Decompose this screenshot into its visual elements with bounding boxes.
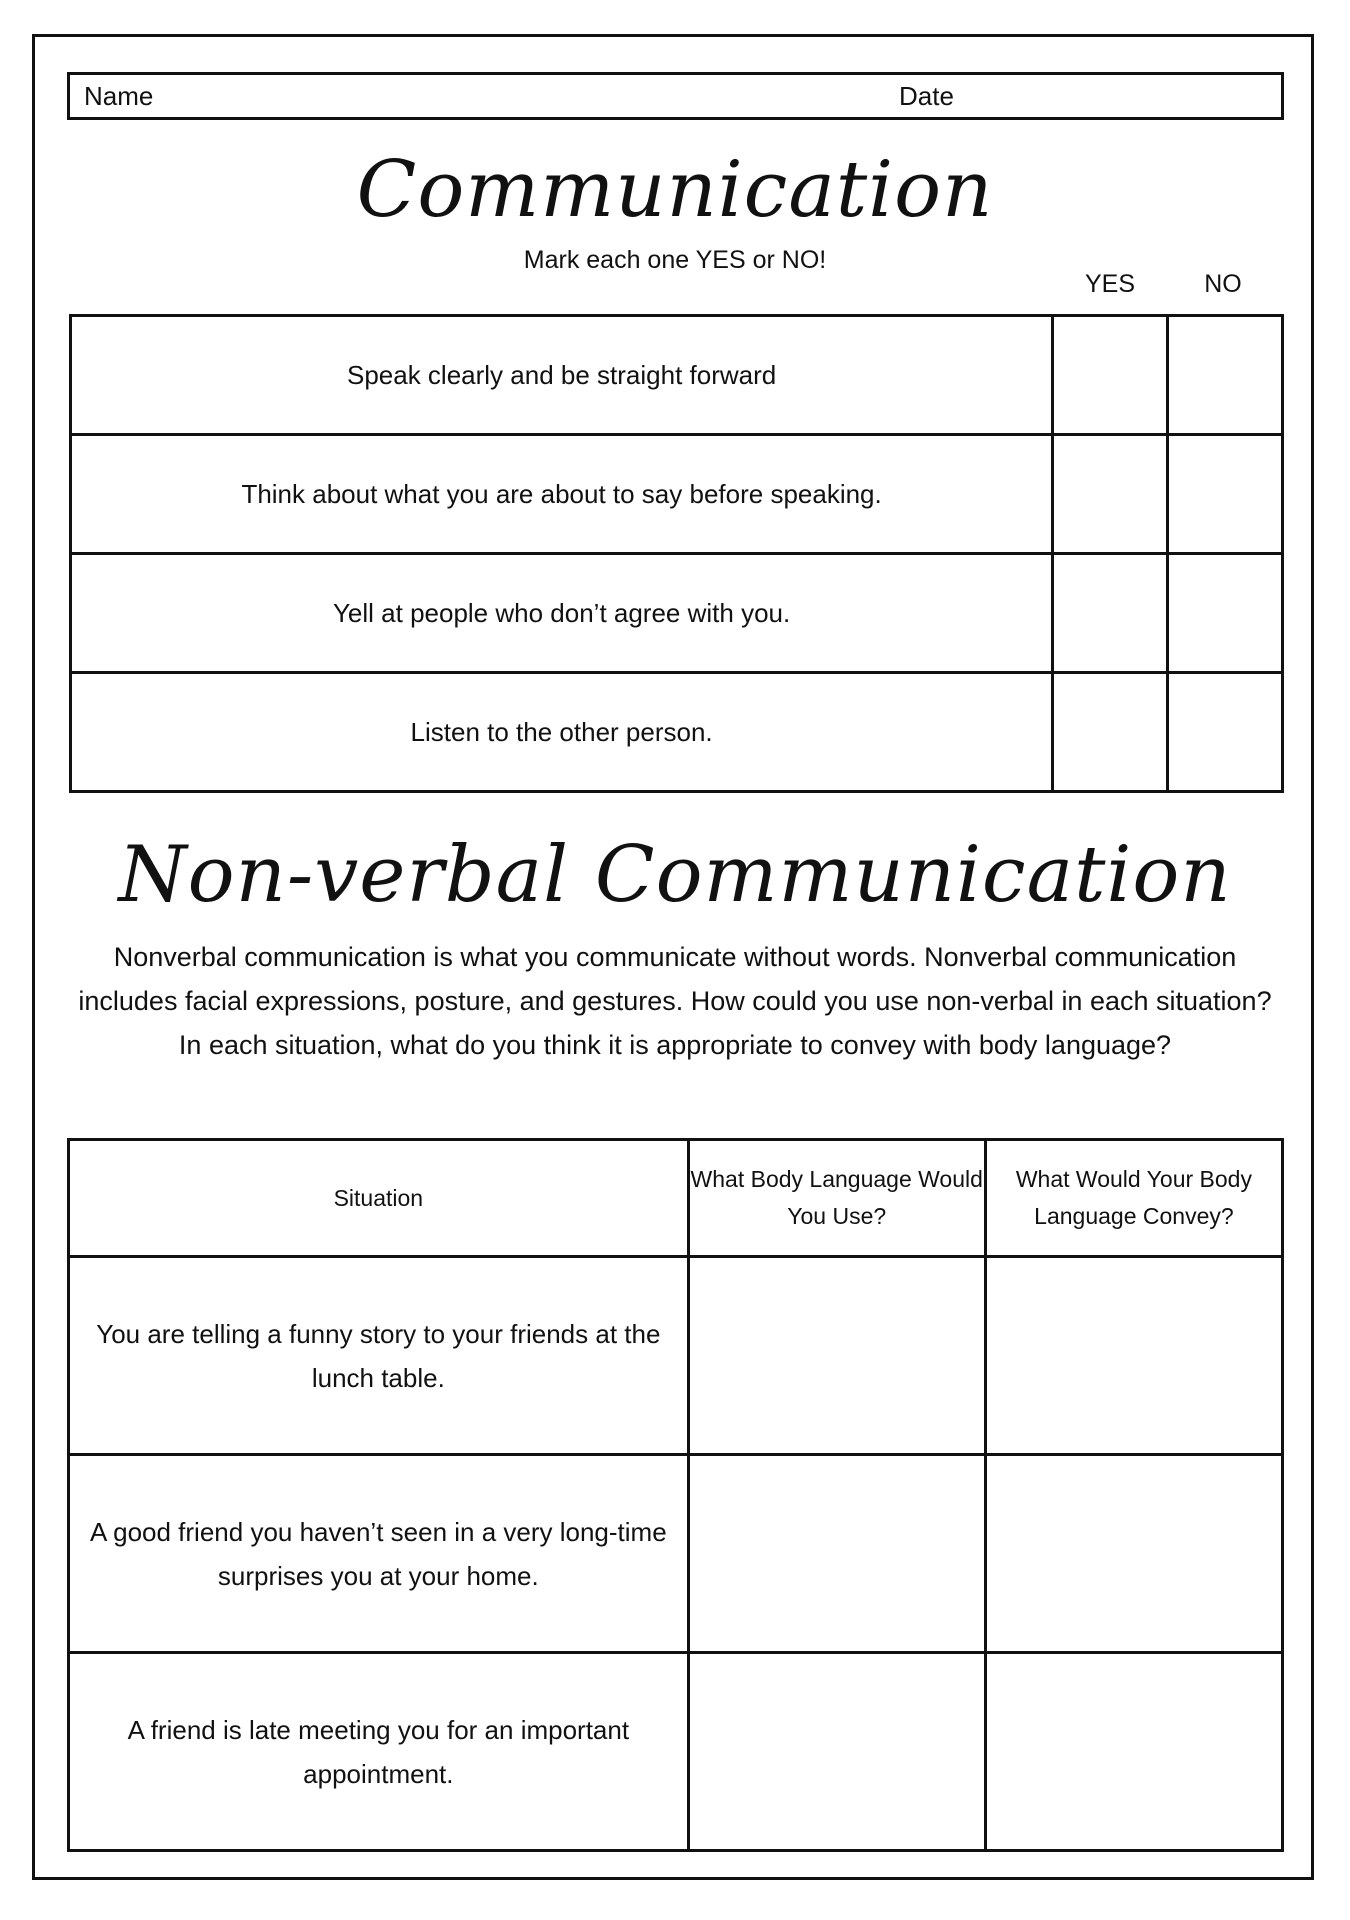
table-header-row (69, 1140, 1283, 1257)
yes-checkbox[interactable] (1053, 435, 1168, 554)
table-row (71, 554, 1283, 673)
table-row (69, 1455, 1283, 1653)
date-label: Date (899, 81, 954, 111)
yes-no-table (69, 314, 1284, 793)
situation-cell: You are telling a funny story to your friends at the lunch table. (69, 1257, 689, 1455)
statement-cell: Listen to the other person. (71, 673, 1053, 792)
situation-table (67, 1138, 1284, 1852)
convey-header: What Would Your Body Language Convey? (985, 1140, 1282, 1257)
body-language-answer[interactable] (688, 1257, 985, 1455)
yes-checkbox[interactable] (1053, 673, 1168, 792)
statement-cell: Yell at people who don’t agree with you. (71, 554, 1053, 673)
table-row (71, 435, 1283, 554)
section1-instruction: Mark each one YES or NO! (523, 246, 827, 274)
yes-checkbox[interactable] (1053, 554, 1168, 673)
convey-answer[interactable] (985, 1653, 1282, 1851)
table-row (69, 1257, 1283, 1455)
no-checkbox[interactable] (1168, 316, 1283, 435)
yes-column-header: YES (1084, 270, 1136, 298)
no-checkbox[interactable] (1168, 554, 1283, 673)
section2-paragraph: Nonverbal communication is what you communicate without words. Nonverbal communication includes facial expressions, posture, and gestures. How could you use non-verbal in each situation? In each situation, what do you think it is appropriate to convey with body language? (78, 942, 1272, 1060)
table-row (69, 1653, 1283, 1851)
situation-cell: A friend is late meeting you for an important appointment. (69, 1653, 689, 1851)
body-language-answer[interactable] (688, 1653, 985, 1851)
body-language-header: What Body Language Would You Use? (688, 1140, 985, 1257)
no-checkbox[interactable] (1168, 673, 1283, 792)
section2-title: Non-verbal Communication (118, 830, 1232, 920)
name-label: Name (84, 81, 154, 111)
convey-answer[interactable] (985, 1455, 1282, 1653)
statement-cell: Think about what you are about to say before speaking. (71, 435, 1053, 554)
body-language-answer[interactable] (688, 1455, 985, 1653)
situation-header: Situation (69, 1140, 689, 1257)
statement-cell: Speak clearly and be straight forward (71, 316, 1053, 435)
table-row (71, 673, 1283, 792)
yes-checkbox[interactable] (1053, 316, 1168, 435)
table-row (71, 316, 1283, 435)
situation-cell: A good friend you haven’t seen in a very long-time surprises you at your home. (69, 1455, 689, 1653)
name-date-field[interactable] (67, 72, 1284, 120)
convey-answer[interactable] (985, 1257, 1282, 1455)
no-checkbox[interactable] (1168, 435, 1283, 554)
section1-title: Communication (356, 145, 994, 235)
no-column-header: NO (1204, 270, 1242, 298)
